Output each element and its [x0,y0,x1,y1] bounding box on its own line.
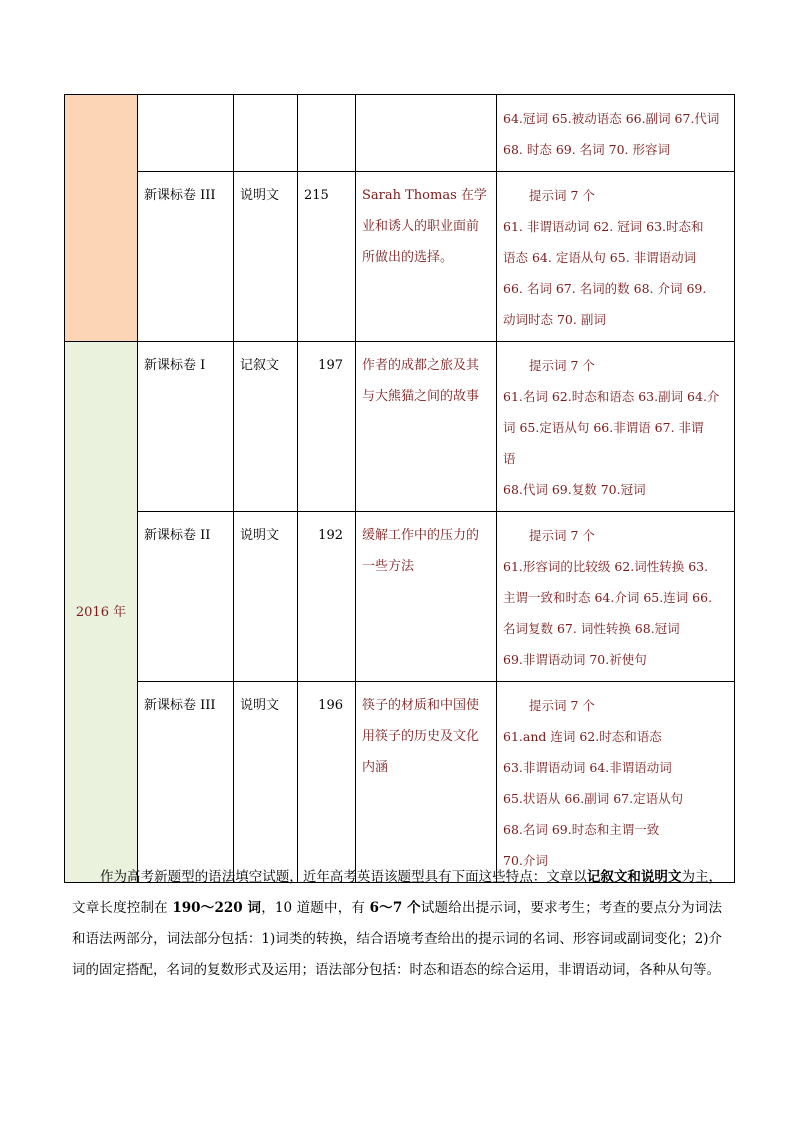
note-line: 语态 64. 定语从句 65. 非谓语动词 [503,250,697,265]
note-line: 63.非谓语动词 64.非谓语动词 [503,760,672,775]
table-row [65,682,735,883]
table-row [65,95,735,172]
note-line: 语 [503,451,516,466]
paragraph-text: 作为高考新题型的语法填空试题，近年高考英语该题型具有下面这些特点：文章以 [100,868,587,885]
note-line: 词 65.定语从句 66.非谓语 67. 非谓 [503,420,704,435]
note-line: 主谓一致和时态 64.介词 65.连词 66. [503,590,713,605]
note-line: 69.非谓语动词 70.祈使句 [503,652,647,667]
word-count-cell: 196 [298,682,356,883]
paragraph-text: ，10 道题中，有 [261,899,370,916]
word-count-cell: 192 [298,512,356,682]
summary-paragraph [72,862,722,986]
note-line: 61. 非谓语动词 62. 冠词 63.时态和 [503,219,704,234]
topic-cell: 缓解工作中的压力的一些方法 [356,512,497,682]
topic-cell: Sarah Thomas 在学业和诱人的职业面前所做出的选择。 [356,172,497,342]
paragraph-emphasis: 6～7 个 [369,899,421,916]
table-row [65,172,735,342]
note-line: 65.状语从 66.副词 67.定语从句 [503,791,684,806]
paragraph-text: 试题给出提示词，要求考生；考查的要点分为词法和语法两部分，词法部分包括：1)词类的转换，结合语境考查给出的提示词的名词、形容词或副词变化；2)介词的固定搭配，名词的复数形式及运用；语法部分包括：时态和语态的综合运用，非谓语动词，各种从句等。 [72,899,723,978]
genre-cell: 记叙文 [234,342,298,512]
table-row [65,342,735,512]
note-line: 70.介词 [503,853,548,868]
note-line: 64.冠词 65.被动语态 66.副词 67.代词 [503,111,720,126]
genre-cell: 说明文 [234,512,298,682]
note-line: 名词复数 67. 词性转换 68.冠词 [503,621,680,636]
topic-cell [356,95,497,172]
paper-cell [138,95,234,172]
note-line: 动词时态 70. 副词 [503,312,606,327]
word-count-cell [298,95,356,172]
paragraph-emphasis: 190～220 词 [172,899,262,916]
genre-cell: 说明文 [234,172,298,342]
word-count-cell: 215 [298,172,356,342]
note-line: 68.名词 69.时态和主谓一致 [503,822,660,837]
note-line: 61.名词 62.时态和语态 63.副词 64.介 [503,389,720,404]
genre-cell: 说明文 [234,682,298,883]
paper-cell: 新课标卷 I [138,342,234,512]
paragraph-emphasis: 记叙文和说明文 [586,868,682,885]
note-line: 提示词 7 个 [529,358,595,373]
notes-cell [497,172,735,342]
genre-cell [234,95,298,172]
paper-cell: 新课标卷 III [138,682,234,883]
note-line: 66. 名词 67. 名词的数 68. 介词 69. [503,281,707,296]
exam-analysis-table [64,94,735,883]
notes-cell [497,95,735,172]
topic-cell: 筷子的材质和中国使用筷子的历史及文化内涵 [356,682,497,883]
year-cell-2016: 2016 年 [65,342,138,883]
notes-cell [497,342,735,512]
note-line: 68. 时态 69. 名词 70. 形容词 [503,142,671,157]
table-row [65,512,735,682]
note-line: 提示词 7 个 [529,188,595,203]
notes-cell [497,512,735,682]
note-line: 68.代词 69.复数 70.冠词 [503,482,646,497]
word-count-cell: 197 [298,342,356,512]
notes-cell [497,682,735,883]
note-line: 提示词 7 个 [529,698,595,713]
paper-cell: 新课标卷 II [138,512,234,682]
note-line: 提示词 7 个 [529,528,595,543]
year-cell-2015 [65,95,138,342]
note-line: 61.and 连词 62.时态和语态 [503,729,662,744]
note-line: 61.形容词的比较级 62.词性转换 63. [503,559,709,574]
paragraph-text: 为主，文章长度控制在 [72,868,723,916]
topic-cell: 作者的成都之旅及其与大熊猫之间的故事 [356,342,497,512]
paper-cell: 新课标卷 III [138,172,234,342]
